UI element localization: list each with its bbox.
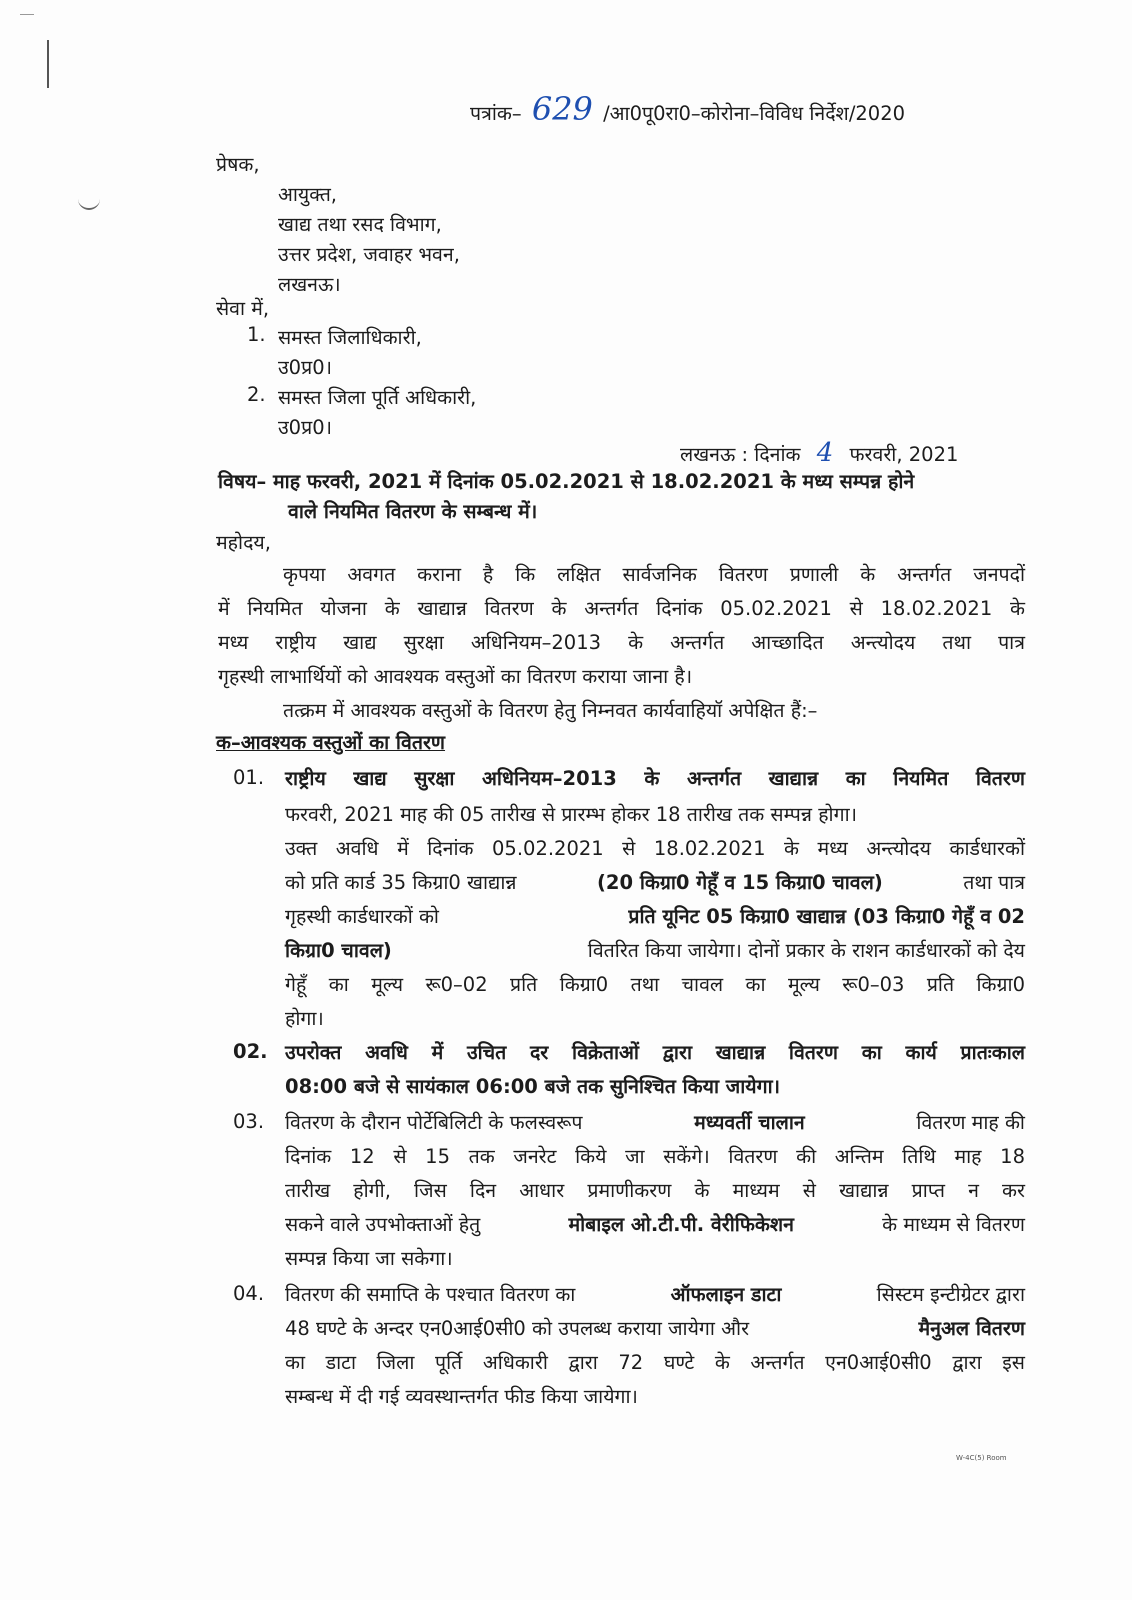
- point-line: दिनांक 12 से 15 तक जनरेट किये जा सकेंगे। वितरण की अन्तिम तिथि माह 18: [285, 1145, 1025, 1168]
- point-number: 01.: [233, 766, 265, 789]
- reference-label: पत्रांक–: [470, 102, 522, 125]
- recipient-num: 2.: [247, 383, 266, 406]
- sender-line: उत्तर प्रदेश, जवाहर भवन,: [278, 243, 460, 266]
- intro-line: मध्य राष्ट्रीय खाद्य सुरक्षा अधिनियम–2013 के अन्तर्गत आच्छादित अन्त्योदय तथा पात्र: [218, 631, 1025, 654]
- date-suffix: फरवरी, 2021: [849, 443, 959, 466]
- footer-mark: W-4C(5) Room: [956, 1454, 1007, 1462]
- recipient-line: समस्त जिलाधिकारी,: [278, 326, 422, 349]
- scan-arc: [78, 196, 100, 210]
- point-line: फरवरी, 2021 माह की 05 तारीख से प्रारम्भ होकर 18 तारीख तक सम्पन्न होगा।: [285, 803, 858, 826]
- reference-line: [470, 90, 905, 128]
- point-line: का डाटा जिला पूर्ति अधिकारी द्वारा 72 घण्टे के अन्तर्गत एन0आई0सी0 द्वारा इस: [285, 1351, 1025, 1374]
- point-line: गृहस्थी कार्डधारकों को प्रति यूनिट 05 किग्रा0 खाद्यान्न (03 किग्रा0 गेहूँ व 02: [285, 905, 1025, 928]
- recipient-line: उ0प्र0।: [278, 416, 332, 439]
- intro-line: में नियमित योजना के खाद्यान्न वितरण के अन्तर्गत दिनांक 05.02.2021 से 18.02.2021 के: [218, 597, 1025, 620]
- reference-suffix: /आ0पू0रा0–कोरोना–विविध निर्देश/2020: [603, 102, 906, 125]
- subject-line-1: विषय– माह फरवरी, 2021 में दिनांक 05.02.2021 से 18.02.2021 के मध्य सम्पन्न होने: [218, 470, 915, 493]
- point-line: वितरण की समाप्ति के पश्चात वितरण का ऑफलाइन डाटा सिस्टम इन्टीग्रेटर द्वारा: [285, 1283, 1025, 1306]
- intro-line: कृपया अवगत कराना है कि लक्षित सार्वजनिक वितरण प्रणाली के अन्तर्गत जनपदों: [283, 563, 1025, 586]
- sender-label: प्रेषक,: [216, 153, 260, 176]
- recipient-num: 1.: [247, 323, 266, 346]
- point-line: राष्ट्रीय खाद्य सुरक्षा अधिनियम–2013 के अन्तर्गत खाद्यान्न का नियमित वितरण: [285, 767, 1025, 790]
- scan-mark: [47, 40, 49, 88]
- date-prefix: लखनऊ : दिनांक: [680, 443, 801, 466]
- point-line: 48 घण्टे के अन्दर एन0आई0सी0 को उपलब्ध कराया जायेगा और मैनुअल वितरण: [285, 1317, 1025, 1340]
- point-line: सम्पन्न किया जा सकेगा।: [285, 1247, 453, 1270]
- sender-line: खाद्य तथा रसद विभाग,: [278, 213, 442, 236]
- intro-line: गृहस्थी लाभार्थियों को आवश्यक वस्तुओं का वितरण कराया जाना है।: [218, 665, 693, 688]
- sender-line: लखनऊ।: [278, 273, 341, 296]
- point-line: सम्बन्ध में दी गई व्यवस्थान्तर्गत फीड किया जायेगा।: [285, 1385, 638, 1408]
- point-number: 04.: [233, 1282, 265, 1305]
- date-day: 4: [816, 438, 834, 468]
- point-number: 02.: [233, 1040, 268, 1063]
- recipient-line: समस्त जिला पूर्ति अधिकारी,: [278, 386, 477, 409]
- sender-line: आयुक्त,: [278, 183, 338, 206]
- reference-number: 629: [531, 90, 593, 128]
- section-heading: क–आवश्यक वस्तुओं का वितरण: [216, 731, 446, 754]
- point-line: किग्रा0 चावल) वितरित किया जायेगा। दोनों प्रकार के राशन कार्डधारकों को देय: [285, 939, 1025, 962]
- scan-mark: [20, 14, 34, 15]
- point-line: उक्त अवधि में दिनांक 05.02.2021 से 18.02.2021 के मध्य अन्त्योदय कार्डधारकों: [285, 837, 1025, 860]
- salutation: महोदय,: [216, 531, 271, 554]
- recipient-line: उ0प्र0।: [278, 356, 332, 379]
- point-line: उपरोक्त अवधि में उचित दर विक्रेताओं द्वारा खाद्यान्न वितरण का कार्य प्रातःकाल: [285, 1041, 1025, 1064]
- intro-action: तत्क्रम में आवश्यक वस्तुओं के वितरण हेतु निम्नवत कार्यवाहियॉ अपेक्षित हैं:–: [283, 699, 818, 722]
- point-line: 08:00 बजे से सायंकाल 06:00 बजे तक सुनिश्चित किया जायेगा।: [285, 1075, 781, 1098]
- point-line: वितरण के दौरान पोर्टेबिलिटी के फलस्वरूप मध्यवर्ती चालान वितरण माह की: [285, 1111, 1025, 1134]
- subject-line-2: वाले नियमित वितरण के सम्बन्ध में।: [288, 500, 538, 523]
- point-line: गेहूँ का मूल्य रू0–02 प्रति किग्रा0 तथा चावल का मूल्य रू0–03 प्रति किग्रा0: [285, 973, 1025, 996]
- point-line: होगा।: [285, 1007, 324, 1030]
- recipient-label: सेवा में,: [216, 297, 270, 320]
- point-line: सकने वाले उपभोक्ताओं हेतु मोबाइल ओ.टी.पी. वेरीफिकेशन के माध्यम से वितरण: [285, 1213, 1025, 1236]
- point-line: को प्रति कार्ड 35 किग्रा0 खाद्यान्न (20 किग्रा0 गेहूँ व 15 किग्रा0 चावल) तथा पात्र: [285, 871, 1025, 894]
- date-line: [680, 438, 958, 468]
- point-line: तारीख होगी, जिस दिन आधार प्रमाणीकरण के माध्यम से खाद्यान्न प्राप्त न कर: [285, 1179, 1025, 1202]
- point-number: 03.: [233, 1110, 265, 1133]
